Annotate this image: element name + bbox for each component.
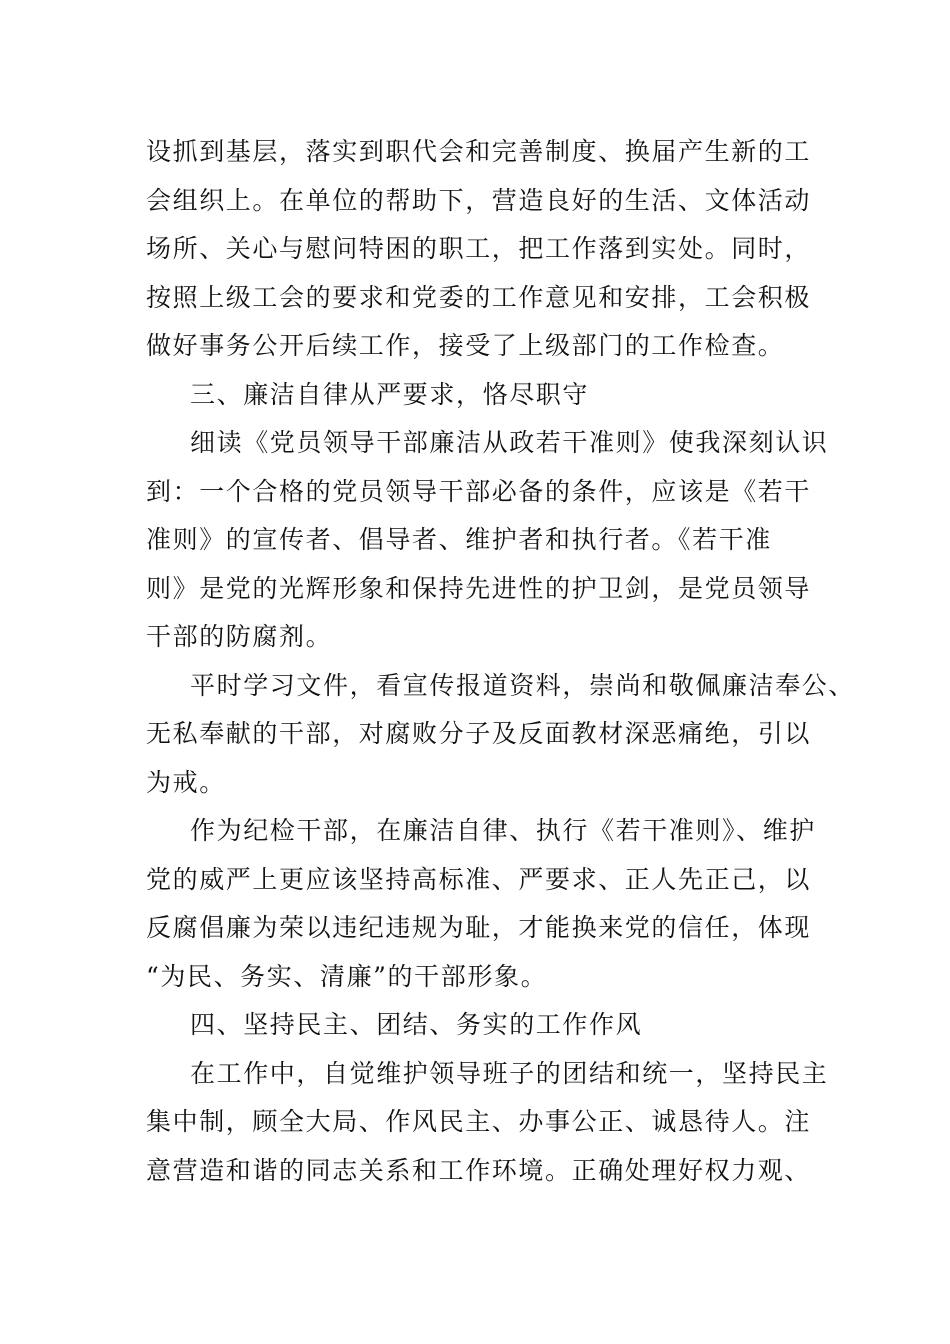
text-line: 集中制，顾全大局、作风民主、办事公正、诚恳待人。注 [146,1107,812,1136]
section-heading-4: 四、坚持民主、团结、务实的工作作风 [190,1010,643,1039]
text-line: 准则》的宣传者、倡导者、维护者和执行者。《若干准 [146,525,772,554]
text-line: 细读《党员领导干部廉洁从政若干准则》使我深刻认识 [190,428,829,457]
text-line: “为民、务实、清廉”的干部形象。 [146,961,548,991]
text-line: 干部的防腐剂。 [146,622,333,651]
document-body [146,128,856,1195]
text-line: 意营造和谐的同志关系和工作环境。正确处理好权力观、 [146,1155,812,1185]
text-line: 到：一个合格的党员领导干部必备的条件，应该是《若干 [146,476,812,506]
text-line: 按照上级工会的要求和党委的工作意见和安排，工会积极 [146,282,812,312]
text-line: 做好事务公开后续工作，接受了上级部门的工作检查。 [146,331,785,360]
text-line: 反腐倡廉为荣以违纪违规为耻，才能换来党的信任，体现 [146,913,812,942]
section-heading-3: 三、廉洁自律从严要求，恪尽职守 [190,379,590,409]
text-line: 设抓到基层，落实到职代会和完善制度、换届产生新的工 [146,137,812,166]
text-line: 在工作中，自觉维护领导班子的团结和统一，坚持民主 [190,1058,829,1088]
text-line: 平时学习文件，看宣传报道资料，崇尚和敬佩廉洁奉公、 [190,670,856,700]
text-line: 作为纪检干部，在廉洁自律、执行《若干准则》、维护 [190,816,816,845]
text-line: 党的威严上更应该坚持高标准、严要求、正人先正己，以 [146,864,812,894]
text-line: 场所、关心与慰问特困的职工，把工作落到实处。同时， [146,234,812,263]
text-line: 则》是党的光辉形象和保持先进性的护卫剑，是党员领导 [146,573,812,603]
text-line: 为戒。 [146,767,226,797]
text-line: 会组织上。在单位的帮助下，营造良好的生活、文体活动 [146,185,812,215]
text-line: 无私奉献的干部，对腐败分子及反面教材深恶痛绝，引以 [146,719,812,748]
